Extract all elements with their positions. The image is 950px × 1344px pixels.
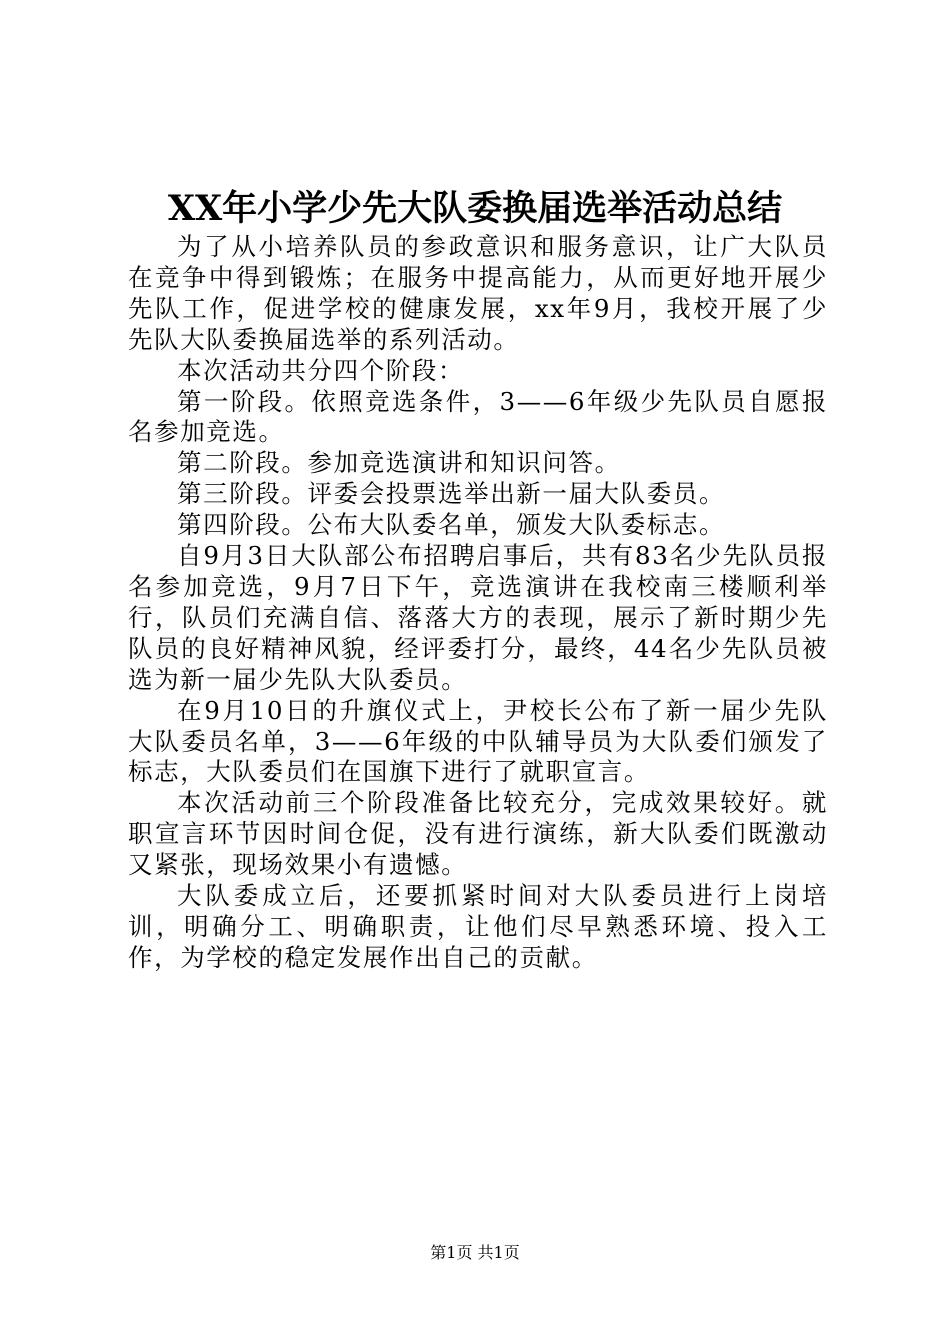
- paragraph-stages-intro: 本次活动共分四个阶段：: [177, 355, 465, 385]
- document-title: XX年小学少先大队委换届选举活动总结: [167, 188, 783, 229]
- document-body: [128, 232, 828, 974]
- paragraph-stage-3: 第三阶段。评委会投票选举出新一届大队委员。: [177, 479, 726, 509]
- paragraph-intro: 为了从小培养队员的参政意识和服务意识，让广大队员在竞争中得到锻炼；在服务中提高能力，从而更好地开展少先队工作，促进学校的健康发展，xx年9月，我校开展了少先队大队委换届选举的系列活动。: [128, 232, 828, 354]
- paragraph-next-steps: 大队委成立后，还要抓紧时间对大队委员进行上岗培训，明确分工、明确职责，让他们尽早熟悉环境、投入工作，为学校的稳定发展作出自己的贡献。: [128, 881, 828, 972]
- paragraph-stage-2: 第二阶段。参加竞选演讲和知识问答。: [177, 448, 621, 478]
- page-number-footer: 第1页 共1页: [430, 1243, 520, 1262]
- paragraph-evaluation: 本次活动前三个阶段准备比较充分，完成效果较好。就职宣言环节因时间仓促，没有进行演练，新大队委们既激动又紧张，现场效果小有遗憾。: [128, 788, 828, 880]
- paragraph-recruitment: 自9月3日大队部公布招聘启事后，共有83名少先队员报名参加竞选，9月7日下午，竞选演讲在我校南三楼顺利举行，队员们充满自信、落落大方的表现，展示了新时期少先队员的良好精神风貌，经评委打分，最终，44名少先队员被选为新一届少先队大队委员。: [128, 541, 828, 694]
- paragraph-flag-ceremony: 在9月10日的升旗仪式上，尹校长公布了新一届少先队大队委员名单，3——6年级的中队辅导员为大队委们颁发了标志，大队委员们在国旗下进行了就职宣言。: [128, 695, 828, 787]
- paragraph-stage-1: 第一阶段。依照竞选条件，3——6年级少先队员自愿报名参加竞选。: [128, 386, 828, 447]
- paragraph-stage-4: 第四阶段。公布大队委名单，颁发大队委标志。: [177, 510, 726, 540]
